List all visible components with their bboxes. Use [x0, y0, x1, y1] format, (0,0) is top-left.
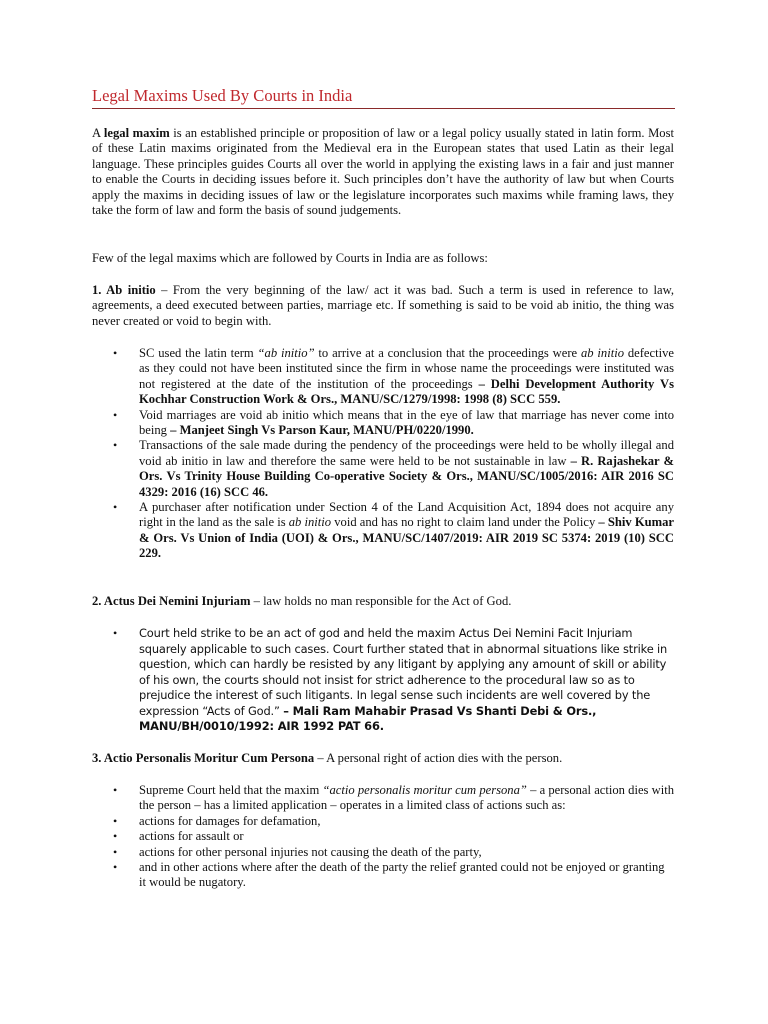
section-actus-dei [92, 594, 674, 609]
bullet-text: Transactions of the sale made during the pendency of the proceedings were held to be wholly illegal and void ab initio in law and therefore the same were held to be not sustainable in law [139, 438, 674, 468]
section-definition: – A personal right of action dies with the person. [314, 751, 563, 765]
bullet-italic: ab initio [288, 515, 332, 530]
section-heading: 2. Actus Dei Nemini Injuriam [92, 594, 251, 608]
list-item [92, 626, 674, 735]
list-item [92, 408, 674, 439]
list-item [92, 346, 674, 408]
list-item [92, 783, 674, 814]
bullet-italic: ab initio [580, 346, 625, 360]
list-item: • actions for assault or [92, 829, 674, 844]
bullet-text: void and has no right to claim land under the Policy [331, 515, 599, 530]
ab-initio-bullet-list [92, 346, 674, 562]
list-item: • and in other actions where after the death of the party the relief granted could not be enjoyed or granting it would be nugatory. [92, 860, 674, 891]
case-citation: – Delhi Development Authority Vs Kochhar Construction Work & Ors., MANU/SC/1279/1998: 1998 (8) SCC 559. [139, 376, 674, 407]
section-definition: – law holds no man responsible for the Act of God. [250, 594, 512, 608]
section-definition: – From the very beginning of the law/ act it was bad. Such a term is used in reference to law, agreements, a deed executed between parties, marriage etc. If something is said to be void ab initio, the thing was never created or void to begin with. [92, 283, 674, 328]
page-title: Legal Maxims Used By Courts in India [92, 86, 353, 105]
actio-personalis-bullet-list [92, 783, 674, 891]
list-item [92, 438, 674, 500]
intro-paragraph [92, 126, 674, 218]
bullet-text: to arrive at a conclusion that the proceedings were [314, 346, 581, 360]
bullet-italic: “actio personalis moritur cum persona” [322, 783, 527, 797]
intro-term: legal maxim [103, 126, 170, 140]
section-ab-initio [92, 283, 674, 329]
case-citation: – Mali Ram Mahabir Prasad Vs Shanti Debi & Ors., MANU/BH/0010/1992: AIR 1992 PAT 66. [139, 703, 597, 733]
actus-dei-bullet-list [92, 626, 674, 735]
section-heading: 1. Ab initio [92, 283, 156, 297]
bullet-text: Court held strike to be an act of god and held the maxim Actus Dei Nemini Facit Injuriam squarely applicable to such cases. Court further stated that in abnormal situations like strike in question, which can hardly be resisted by any litigant by applying any amount of skill or ability of his own, the courts should not insist for strict adherence to the procedural law so as to prejudice the interest of such litigants. In legal sense such incidents are well covered by the expression “Acts of God.” [139, 626, 668, 718]
intro-lead: A [92, 126, 104, 140]
case-citation: – R. Rajashekar & Ors. Vs Trinity House Building Co-operative Society & Ors., MANU/SC/1005/2016: AIR 2016 SC 4329: 2016 (16) SCC 46. [139, 453, 674, 499]
list-item: • actions for other personal injuries not causing the death of the party, [92, 845, 674, 860]
bullet-text: – a personal action dies with the person – has a limited application – operates in a limited class of actions such as: [139, 783, 675, 813]
few-maxims-paragraph: Few of the legal maxims which are followed by Courts in India are as follows: [92, 251, 488, 265]
case-citation: – Shiv Kumar & Ors. Vs Union of India (UOI) & Ors., MANU/SC/1407/2019: AIR 2019 SC 5374: 2019 (10) SCC 229. [139, 515, 674, 561]
list-item [92, 500, 674, 562]
bullet-text: Void marriages are void ab initio which means that in the eye of law that marriage has never come into being [139, 407, 674, 438]
section-actio-personalis [92, 751, 674, 766]
title-underline [92, 108, 675, 109]
intro-text: is an established principle or proposition of law or a legal policy usually stated in latin form. Most of these Latin maxims originated from the Medieval era in the European states that used Latin as their legal language. These principles guides Courts all over the world in applying the existing laws in a fair and just manner to enable the Courts in deciding issues before it. Such principles don’t have the authority of law but when Courts apply the maxims in deciding issues of law or the legislature incorporates such maxims while framing laws, they take the form of law and form the basis of sound judgements. [92, 126, 674, 218]
case-citation: – Manjeet Singh Vs Parson Kaur, MANU/PH/0220/1990. [170, 423, 474, 438]
bullet-text: SC used the latin term [139, 346, 258, 360]
bullet-text: A purchaser after notification under Section 4 of the Land Acquisition Act, 1894 does not acquire any right in the land as the sale is [139, 500, 674, 530]
list-item: • actions for damages for defamation, [92, 814, 674, 829]
bullet-text: defective as they could not have been instituted since the firm in whose name the proceedings were instituted was not registered at the date of the institution of the proceedings [139, 346, 675, 391]
bullet-italic: “ab initio” [257, 346, 315, 360]
section-heading: 3. Actio Personalis Moritur Cum Persona [92, 751, 315, 765]
bullet-text: Supreme Court held that the maxim [139, 783, 323, 797]
